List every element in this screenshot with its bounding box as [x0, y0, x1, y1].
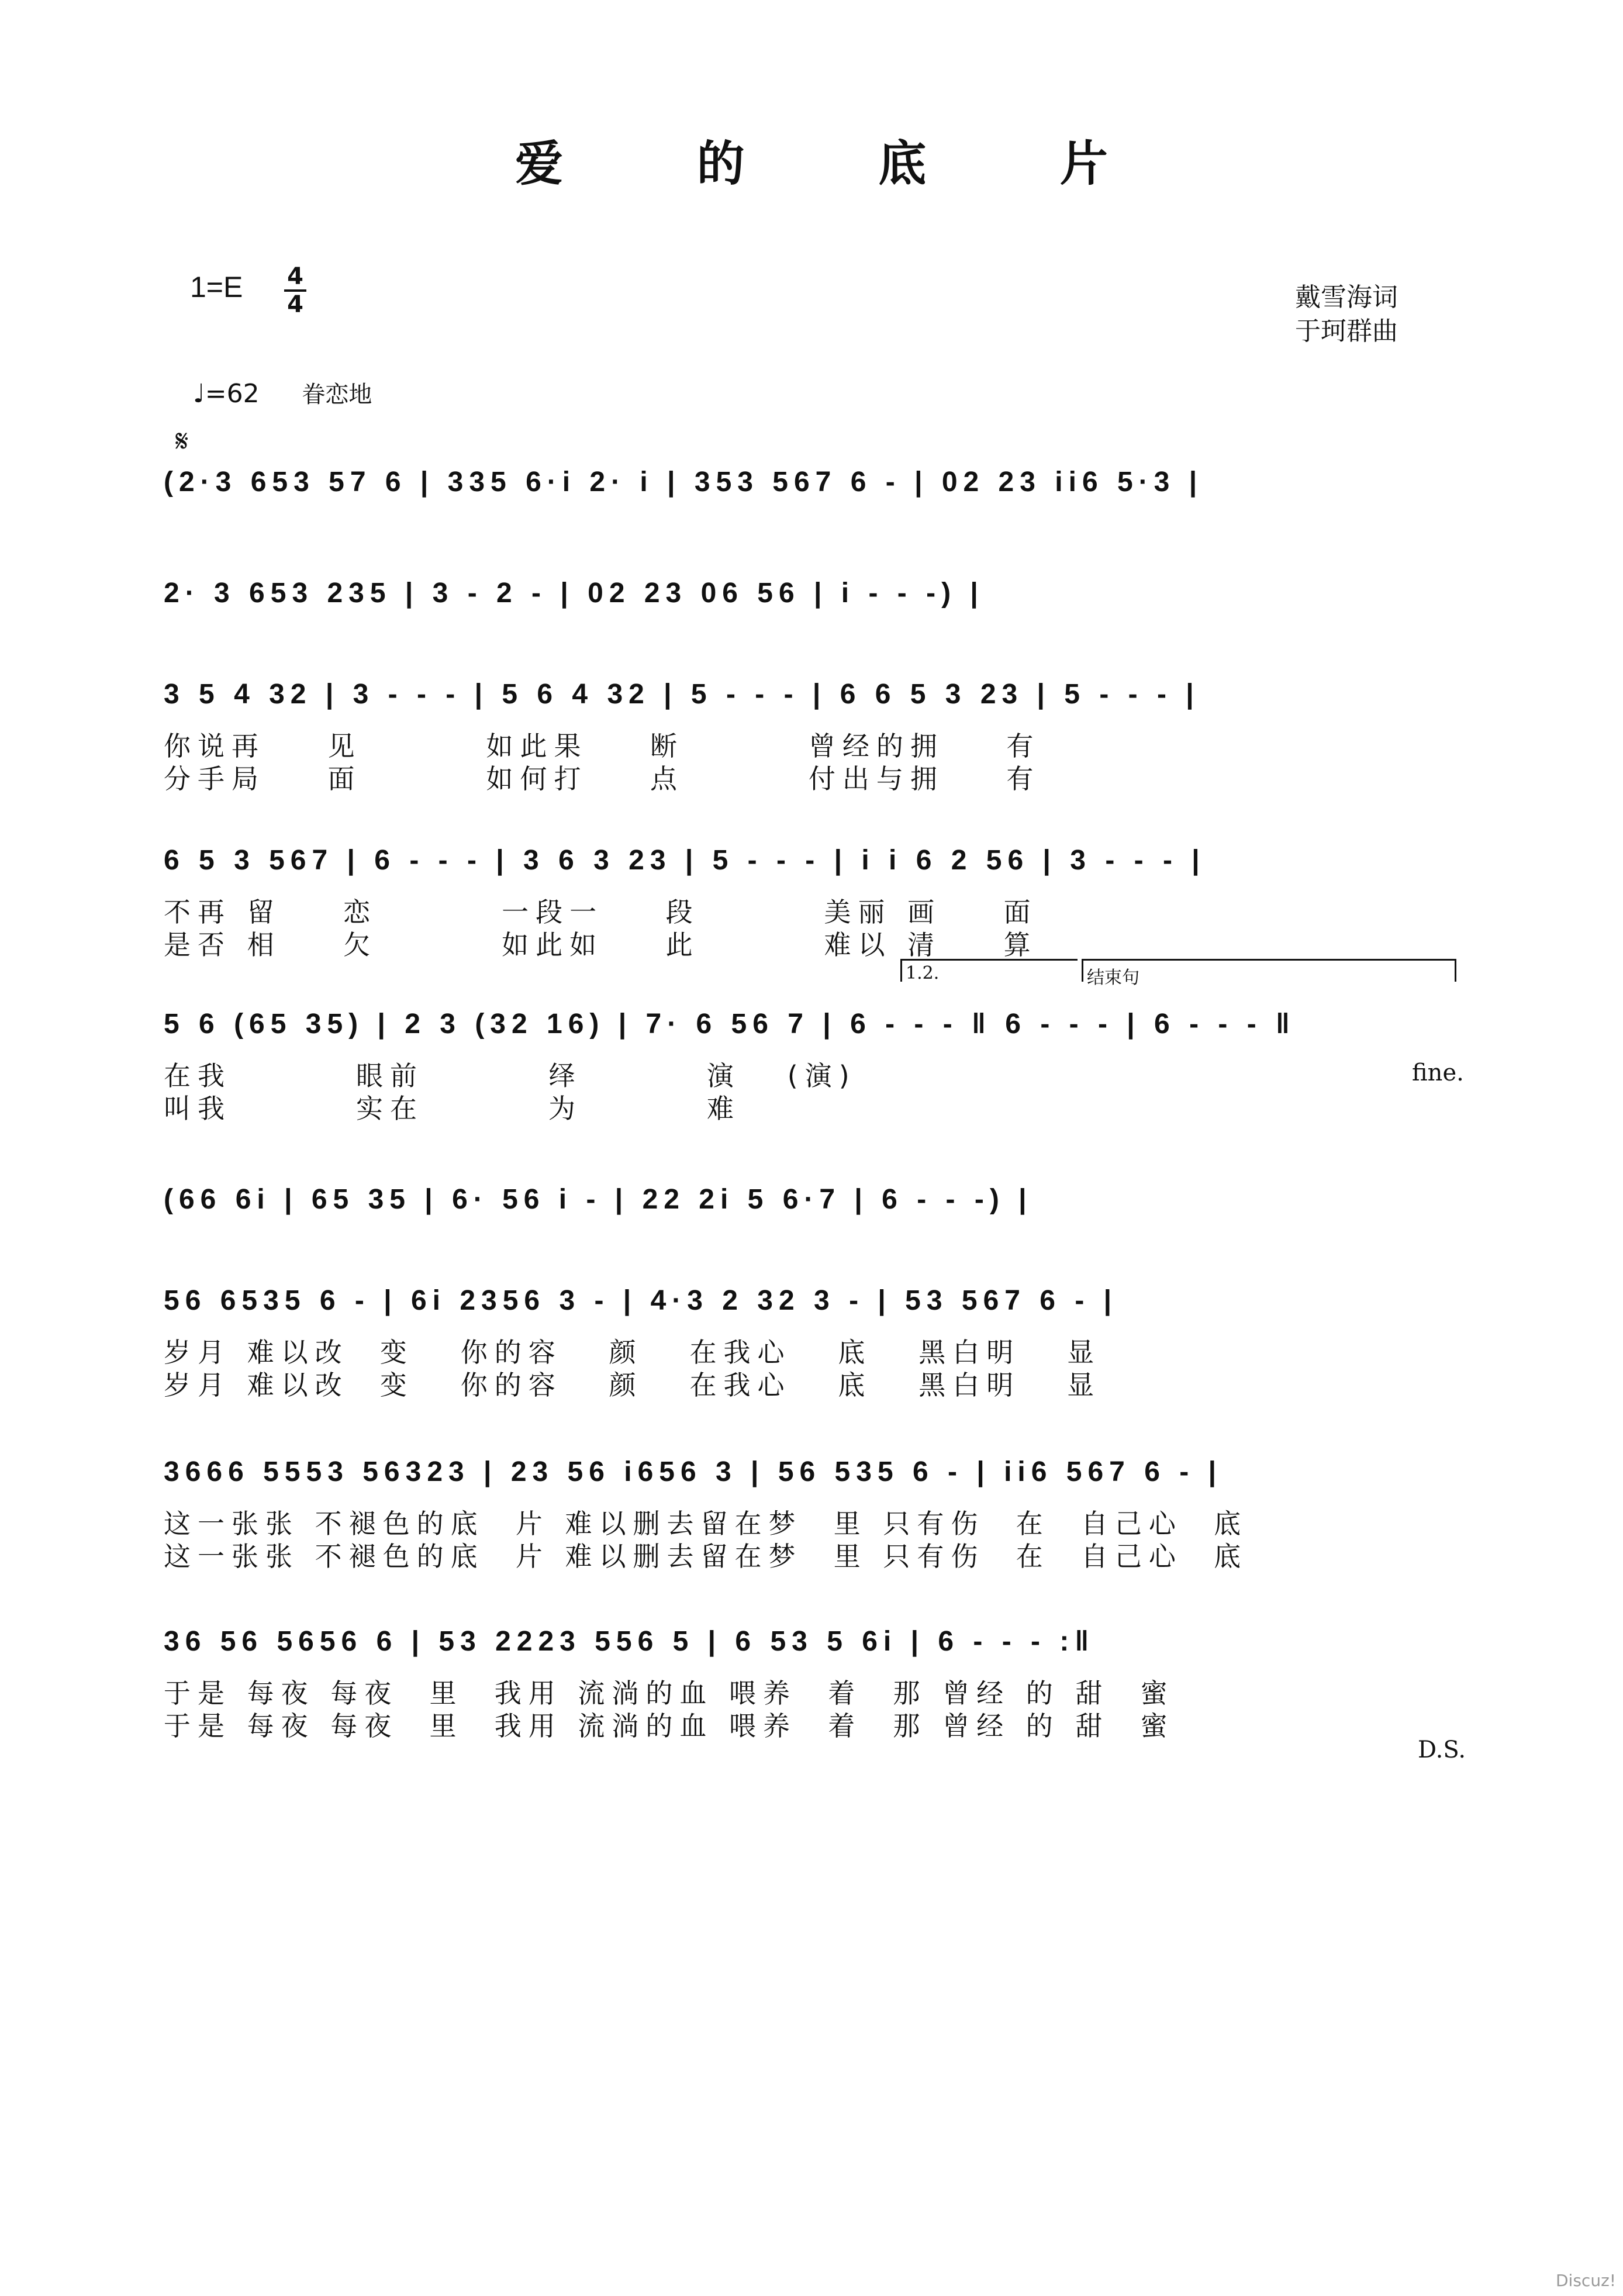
- notation-line: 6 5 3 567 | 6 - - - | 3 6 3 23 | 5 - - - | i i 6 2 56 | 3 - - - |: [164, 845, 1206, 876]
- lyric-verse-2: 于是 每夜 每夜 里 我用 流淌的血 喂养 着 那 曾经 的 甜 蜜: [164, 1710, 1175, 1742]
- time-top: 4: [287, 263, 303, 290]
- volta-first-ending: [900, 959, 1078, 982]
- lyric-verse-1: 在我 眼前 绎 演 (演): [164, 1060, 857, 1092]
- song-title: 爱 的 底 片: [515, 136, 1166, 192]
- tempo-marking: [193, 376, 372, 409]
- volta-first-label: 1.2.: [906, 963, 940, 983]
- lyric-verse-2: 这一张张 不褪色的底 片 难以删去留在梦 里 只有伤 在 自己心 底: [164, 1541, 1248, 1572]
- lyric-verse-1: 岁月 难以改 变 你的容 颜 在我心 底 黑白明 显: [164, 1337, 1101, 1368]
- notation-line: (2·3 653 57 6 | 335 6·i 2· i | 353 567 6 - | 02 23 ii6 5·3 |: [164, 467, 1203, 498]
- lyric-verse-2: 叫我 实在 为 难: [164, 1093, 741, 1124]
- notation-line: (66 6i | 65 35 | 6· 56 i - | 22 2i 5 6·7 | 6 - - -) |: [164, 1184, 1032, 1215]
- volta-second-ending: [1082, 959, 1456, 988]
- fine-marking: fine.: [1412, 1059, 1464, 1086]
- lyric-verse-1: 不再 留 恋 一段一 段 美丽 画 面: [164, 896, 1038, 928]
- lyric-verse-2: 分手局 面 如何打 点 付出与拥 有: [164, 763, 1041, 795]
- key-signature: 1=E: [190, 271, 243, 303]
- ds-marking: D.S.: [1418, 1736, 1466, 1763]
- notation-line: 3666 5553 56323 | 23 56 i656 3 | 56 535 6 - | ii6 567 6 - |: [164, 1456, 1222, 1487]
- volta-brackets: [900, 959, 1456, 988]
- notation-line: 2· 3 653 235 | 3 - 2 - | 02 23 06 56 | i - - -) |: [164, 578, 984, 609]
- volta-second-label: 结束句: [1087, 968, 1139, 988]
- watermark: Discuz!: [1556, 2271, 1616, 2290]
- time-signature: [281, 265, 310, 316]
- lyric-verse-2: 是否 相 欠 如此如 此 难以 清 算: [164, 929, 1038, 961]
- notation-line: 3 5 4 32 | 3 - - - | 5 6 4 32 | 5 - - - | 6 6 5 3 23 | 5 - - - |: [164, 679, 1200, 710]
- lyric-verse-1: 这一张张 不褪色的底 片 难以删去留在梦 里 只有伤 在 自己心 底: [164, 1508, 1248, 1539]
- composer: 于珂群曲: [1295, 316, 1398, 346]
- credits: [1295, 281, 1398, 348]
- notation-line: 56 6535 6 - | 6i 2356 3 - | 4·3 2 32 3 - | 53 567 6 - |: [164, 1285, 1118, 1316]
- tempo-value: ♩=62: [193, 379, 260, 409]
- expression-marking: 眷恋地: [302, 381, 372, 408]
- lyric-verse-1: 你说再 见 如此果 断 曾经的拥 有: [164, 730, 1041, 762]
- lyric-verse-1: 于是 每夜 每夜 里 我用 流淌的血 喂养 着 那 曾经 的 甜 蜜: [164, 1677, 1175, 1709]
- notation-line: 36 56 5656 6 | 53 2223 556 5 | 6 53 5 6i | 6 - - - :‖: [164, 1626, 1095, 1657]
- lyricist: 戴雪海词: [1295, 282, 1398, 312]
- segno-icon: 𝄋: [175, 424, 189, 459]
- lyric-verse-2: 岁月 难以改 变 你的容 颜 在我心 底 黑白明 显: [164, 1369, 1101, 1401]
- time-bottom: 4: [287, 291, 303, 318]
- notation-line: 5 6 (65 35) | 2 3 (32 16) | 7· 6 56 7 | 6 - - - ‖ 6 - - - | 6 - - - ‖: [164, 1009, 1296, 1040]
